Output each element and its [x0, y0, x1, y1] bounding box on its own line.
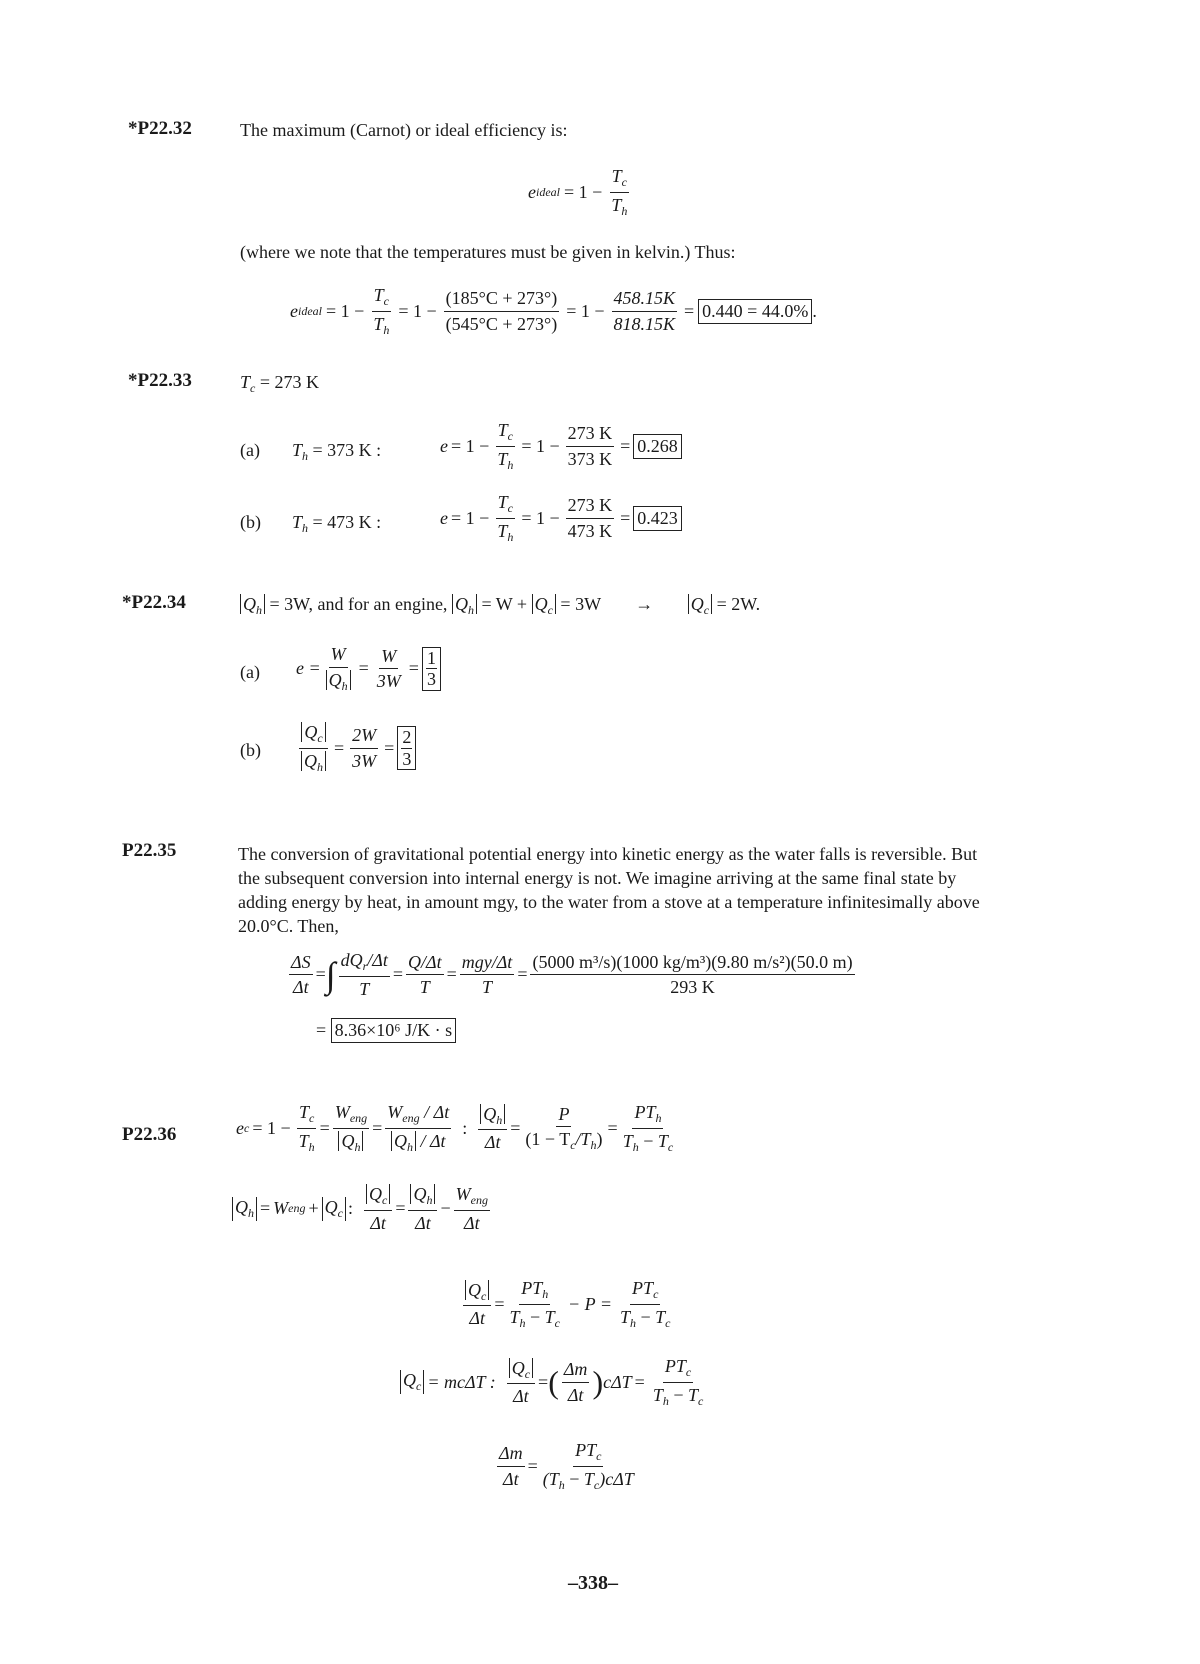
p22-36-line2: $Q_h$ = W eng + $Q_c$ : $\frac{Q_c}{\Delta t}$ = $\frac{Q_h}{\Delta t}$ − $\frac{W_{eng}}{\Delta t}$ — [232, 1184, 493, 1233]
p22-34-part-b-eq: $\frac{Q_c}{Q_h}$ = $\frac{2W}{3W}$ = $\frac{2}{3}$ — [296, 722, 416, 775]
p22-33-answer-b: 0.423 — [633, 506, 682, 531]
p22-36-line5: $\frac{\Delta m}{\Delta t}$ = $\frac{PT_c}{(T_h - T_c)c\Delta T}$ — [499, 1440, 634, 1492]
p22-32-formula: e ideal = 1 − $\frac{T_c}{T_h}$ — [528, 166, 628, 218]
p22-34-answer-a: $\frac{1}{3}$ — [422, 647, 441, 691]
p22-33-part-a-label: (a) — [240, 440, 260, 460]
p22-36-line1: e c = 1 − $\frac{T_c}{T_h}$ = $\frac{W_{eng}}{Q_h}$ = $\frac{W_{eng} / \Delta t}{Q_h / \Delta t}$ : $\frac{Q_h}{\Delta t}$ = $\frac{P}{(1 - T_c/T_h)}$ = $\frac{PT_h}{T_h - T_c}$ — [236, 1102, 674, 1154]
p22-33-answer-a: 0.268 — [633, 434, 682, 459]
p22-35-text: The conversion of gravitational potential energy into kinetic energy as the water falls is reversible. But the subsequent conversion into internal energy is not. We imagine arriving at the same final state by adding energy by heat, in amount mgy, to the water from a stove at a temperature infinitesimally above 20.0°C. Then, — [238, 844, 980, 936]
problem-label-p22-32: *P22.32 — [128, 118, 192, 139]
p22-33-part-b-label: (b) — [240, 512, 261, 532]
problem-label-p22-34: *P22.34 — [122, 592, 186, 613]
p22-35-answer-box: 8.36×10⁶ J/K · s — [331, 1018, 456, 1043]
p22-34-statement: $Q_h = 3W$, and for an engine, $Q_h = W + Q_c = 3W \to Q_c = 2W$. — [240, 594, 760, 618]
arrow-icon: → — [635, 594, 654, 614]
p22-33-part-a-eq: e = 1 − $\frac{T_c}{T_h}$ = 1 − $\frac{273 K}{373 K}$ = 0.268 — [440, 420, 682, 473]
p22-34-part-a-eq: e = $\frac{W}{Q_h}$ = $\frac{W}{3W}$ = $\frac{1}{3}$ — [296, 644, 441, 693]
p22-36-line4: $Q_c$ = mcΔT : $\frac{Q_c}{\Delta t}$ = ( $\frac{\Delta m}{\Delta t}$ ) cΔT = $\frac{PT_c}{T_h - T_c}$ — [400, 1356, 708, 1409]
p22-34-part-a-label: (a) — [240, 662, 260, 682]
p22-33-given: $T_c = 273$ K — [240, 372, 319, 395]
p22-33-part-b-eq: e = 1 − $\frac{T_c}{T_h}$ = 1 − $\frac{273 K}{473 K}$ = 0.423 — [440, 492, 682, 545]
p22-36-line3: $\frac{Q_c}{\Delta t}$ = $\frac{PT_h}{T_h - T_c}$ − P = $\frac{PT_c}{T_h - T_c}$ — [460, 1278, 675, 1331]
p22-32-intro: The maximum (Carnot) or ideal efficiency is: — [240, 120, 568, 140]
problem-label-p22-36: P22.36 — [122, 1124, 177, 1145]
problem-label-p22-33: *P22.33 — [128, 370, 192, 391]
p22-32-note: (where we note that the temperatures must be given in kelvin.) Thus: — [240, 242, 736, 262]
p22-33-part-b-th: $T_h = 473$ K : — [292, 512, 382, 535]
problem-label-p22-35: P22.35 — [122, 840, 177, 861]
p22-35-result: = 8.36×10⁶ J/K · s — [316, 1018, 456, 1043]
p22-34-answer-b: $\frac{2}{3}$ — [397, 726, 416, 770]
p22-32-calculation: e ideal = 1 − $\frac{T_c}{T_h}$ = 1 − $\frac{(185^\circ C + 273^\circ)}{(545^\circ C + 273^\circ)}$ = 1 − $\frac{458.15K}{818.15K}$ = 0.440 = 44.0% . — [290, 285, 817, 337]
p22-34-part-b-label: (b) — [240, 740, 261, 760]
p22-35-equation: $\frac{\Delta S}{\Delta t}$ = ∫ $\frac{dQ_r/\Delta t}{T}$ = $\frac{Q/\Delta t}{T}$ = $\frac{\text{mgy/Δt}}{T}$ = $\frac{\text{(5000 m³/s)(1000 kg/m³)(9.80 m/s²)(50.0 m)}}{293 K}$ — [291, 950, 853, 999]
page-number: –338– — [568, 1572, 618, 1594]
p22-32-answer-box: 0.440 = 44.0% — [698, 299, 812, 324]
p22-33-part-a-th: $T_h = 373$ K : — [292, 440, 382, 463]
